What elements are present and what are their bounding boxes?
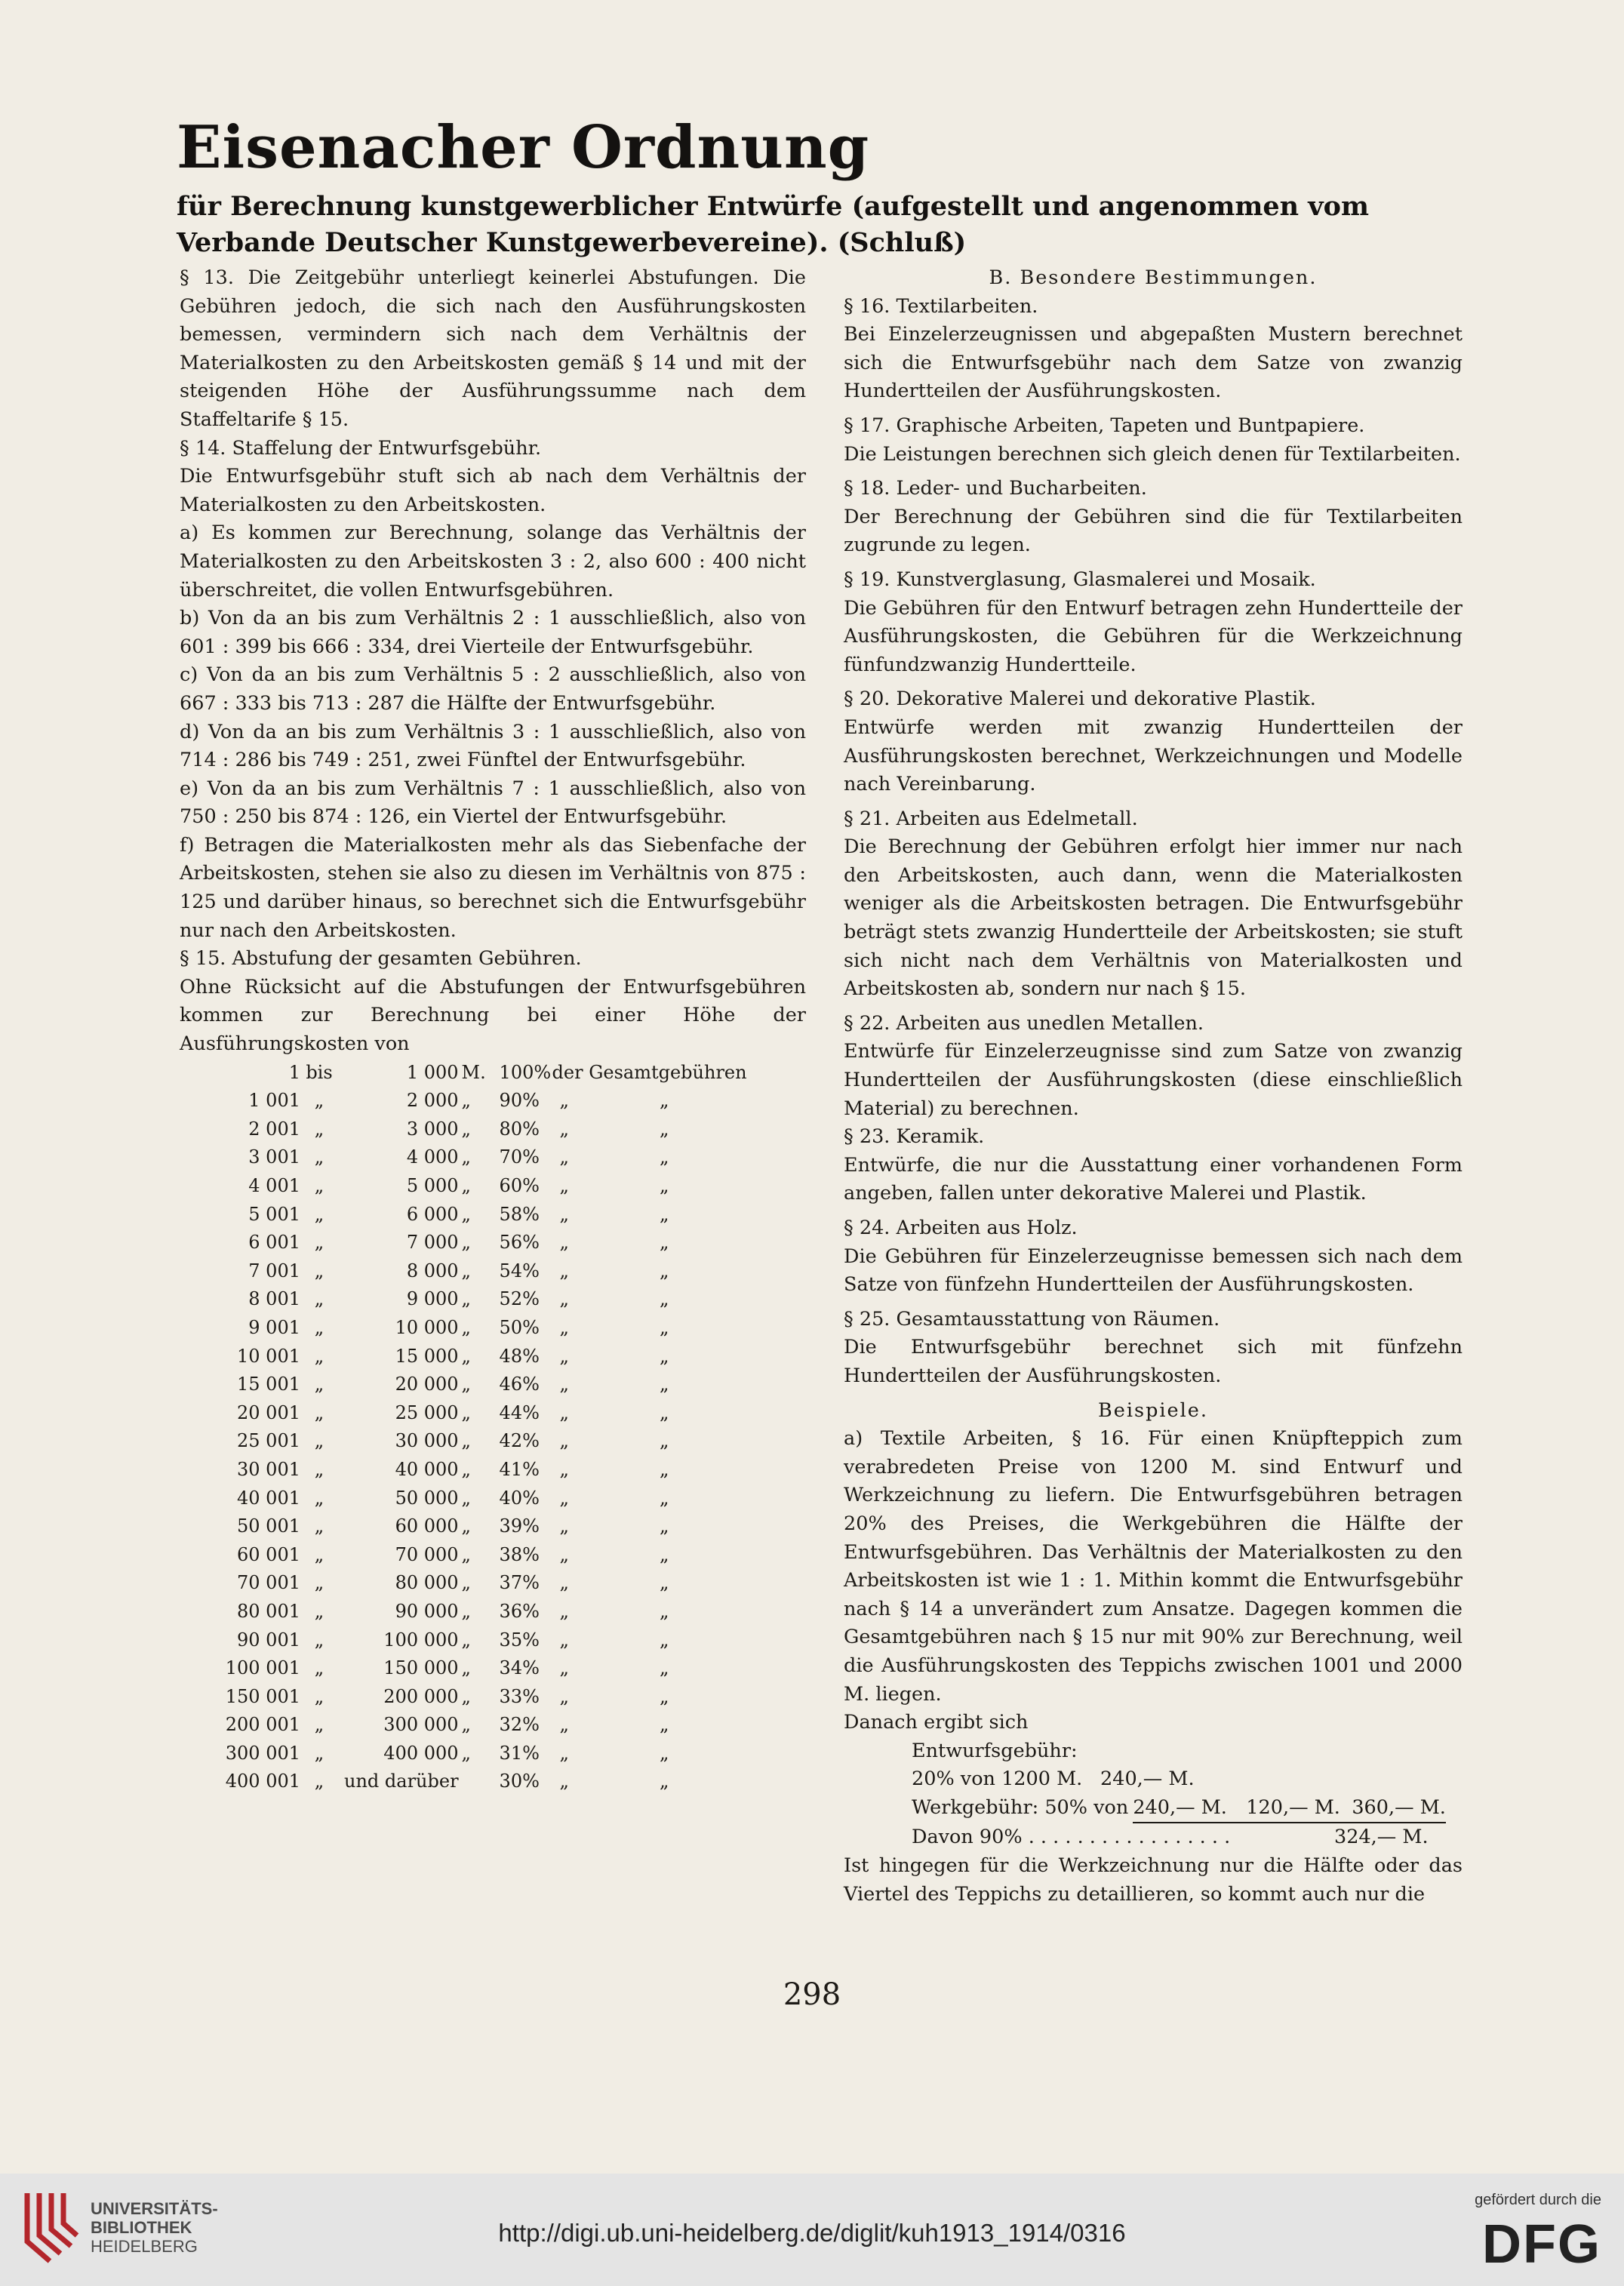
range-from: 6 001 xyxy=(248,1232,300,1254)
range-from: 200 001 xyxy=(225,1714,300,1736)
library-line-2: BIBLIOTHEK xyxy=(91,2218,192,2237)
ditto-marks: „ „ xyxy=(559,1629,669,1651)
range-from: 90 001 xyxy=(237,1629,300,1651)
ditto-mark: „ xyxy=(461,1203,471,1225)
table-row xyxy=(180,1711,747,1740)
closing-paragraph: Ist hingegen für die Werkzeichnung nur die Hälfte oder das Viertel des Teppichs zu detaillieren, so kommt auch nur die xyxy=(844,1854,1463,1906)
ditto-marks: „ „ xyxy=(559,1316,669,1338)
table-row xyxy=(180,1683,747,1712)
ditto-marks: „ „ xyxy=(559,1657,669,1679)
section-20-heading: § 20. Dekorative Malerei und dekorative Plastik. xyxy=(844,688,1316,711)
table-row xyxy=(180,1285,747,1314)
example-a: a) Textile Arbeiten, § 16. Für einen Knüpfteppich zum verabredeten Preise von 1200 M. sind Entwurf und Werkzeichnung zu liefern. Die Entwurfsgebühren betragen 20% des Preises, die Werkgebühren die Hälfte der Entwurfsgebühren. Das Verhältnis der Materialkosten zu den Arbeitskosten ist wie 1 : 1. Mithin kommt die Entwurfsgebühr nach § 14 a unverändert zum Ansatze. Dagegen kommen die Gesamtgebühren nach § 15 nur mit 90% zur Berechnung, weil die Ausführungskosten des Teppichs zwischen 1001 und 2000 M. liegen. xyxy=(844,1427,1463,1706)
range-from: 30 001 xyxy=(237,1458,300,1480)
page-subtitle: für Berechnung kunstgewerblicher Entwürfe (aufgestellt und angenommen vom Verbande Deutscher Kunstgewerbevereine). (Schluß) xyxy=(177,191,1370,258)
range-from: 20 001 xyxy=(237,1401,300,1423)
percentage: 41% xyxy=(499,1458,540,1480)
fee-table xyxy=(180,1059,747,1796)
table-row xyxy=(180,1768,747,1796)
section-b-heading: B. Besondere Bestimmungen. xyxy=(989,266,1318,289)
range-to: 70 000 xyxy=(395,1543,459,1565)
ditto-mark: „ xyxy=(314,1374,324,1395)
ditto-marks: „ „ xyxy=(559,1572,669,1594)
table-row xyxy=(180,1143,747,1172)
ditto-mark: „ xyxy=(314,1146,324,1168)
table-row xyxy=(180,1229,747,1257)
range-from: 1 xyxy=(288,1061,300,1083)
range-from: 2 001 xyxy=(248,1118,300,1140)
range-to: 4 000 xyxy=(406,1146,459,1168)
calc-werk-amount: 120,— M. xyxy=(1246,1795,1340,1819)
paragraph-14-e: e) Von da an bis zum Verhältnis 7 : 1 ausschließlich, also von 750 : 250 bis 874 : 126, ein Viertel der Entwurfsgebühr. xyxy=(180,777,806,829)
library-line-3: HEIDELBERG xyxy=(91,2237,198,2256)
percentage: 46% xyxy=(499,1374,540,1395)
table-row xyxy=(180,1541,747,1570)
ditto-marks: „ „ xyxy=(559,1175,669,1196)
range-to: 400 000 xyxy=(383,1742,459,1764)
ditto-marks: „ „ xyxy=(559,1714,669,1736)
ditto-mark: „ xyxy=(461,1374,471,1395)
percentage: 44% xyxy=(499,1401,540,1423)
section-24-heading: § 24. Arbeiten aus Holz. xyxy=(844,1217,1078,1239)
ditto-marks: „ „ xyxy=(559,1543,669,1565)
table-row xyxy=(180,1740,747,1768)
range-to: 10 000 xyxy=(395,1316,459,1338)
table-row xyxy=(180,1059,747,1088)
percentage: 38% xyxy=(499,1543,540,1565)
range-from: 3 001 xyxy=(248,1146,300,1168)
calc-werk-label: Werkgebühr: 50% von xyxy=(912,1795,1129,1819)
examples-heading: Beispiele. xyxy=(1098,1398,1208,1422)
ditto-mark: „ xyxy=(314,1714,324,1736)
range-from: 1 001 xyxy=(248,1090,300,1112)
range-to: 1 000 xyxy=(406,1061,459,1083)
percentage: 48% xyxy=(499,1345,540,1367)
percentage: 30% xyxy=(499,1771,540,1792)
calc-werk-basis: 240,— M. xyxy=(1133,1795,1227,1819)
range-from: 15 001 xyxy=(237,1374,300,1395)
paragraph-20: Entwürfe werden mit zwanzig Hundertteilen der Ausführungskosten berechnet, Werkzeichnungen und Modelle nach Vereinbarung. xyxy=(844,715,1463,796)
paragraph-14-c: c) Von da an bis zum Verhältnis 5 : 2 ausschließlich, also von 667 : 333 bis 713 : 287 die Hälfte der Entwurfsgebühr. xyxy=(180,663,806,715)
ditto-mark: „ xyxy=(314,1316,324,1338)
paragraph-23: Entwürfe, die nur die Ausstattung einer vorhandenen Form angeben, fallen unter dekorative Malerei und Plastik. xyxy=(844,1153,1463,1205)
paragraph-18: Der Berechnung der Gebühren sind die für Textilarbeiten zugrunde zu legen. xyxy=(844,505,1463,557)
ditto-marks: „ „ xyxy=(559,1685,669,1707)
range-from: 80 001 xyxy=(237,1600,300,1622)
ditto-mark: „ xyxy=(314,1175,324,1196)
ditto-mark: „ xyxy=(461,1487,471,1509)
range-from: 8 001 xyxy=(248,1288,300,1310)
percentage: 36% xyxy=(499,1600,540,1622)
ditto-mark: „ xyxy=(314,1232,324,1254)
table-row xyxy=(180,1598,747,1626)
table-row xyxy=(180,1201,747,1229)
section-25-heading: § 25. Gesamtausstattung von Räumen. xyxy=(844,1307,1220,1331)
ditto-marks: „ „ xyxy=(559,1146,669,1168)
range-from: 25 001 xyxy=(237,1430,300,1452)
paragraph-14-intro: Die Entwurfsgebühr stuft sich ab nach dem Verhältnis der Materialkosten zu den Arbeitskosten. xyxy=(180,465,806,516)
range-to: 60 000 xyxy=(395,1515,459,1537)
section-14-heading: § 14. Staffelung der Entwurfsgebühr. xyxy=(180,436,542,460)
paragraph-14-a: a) Es kommen zur Berechnung, solange das Verhältnis der Materialkosten zu den Arbeitskosten 3 : 2, also 600 : 400 nicht überschreitet, die vollen Entwurfsgebühren. xyxy=(180,522,806,601)
ditto-mark: „ xyxy=(314,1771,324,1792)
ditto-mark: „ xyxy=(461,1175,471,1196)
section-18-heading: § 18. Leder- und Bucharbeiten. xyxy=(844,477,1147,500)
table-row xyxy=(180,1626,747,1655)
section-22-heading: § 22. Arbeiten aus unedlen Metallen. xyxy=(844,1011,1204,1035)
ditto-mark: „ xyxy=(314,1118,324,1140)
table-row xyxy=(180,1115,747,1144)
paragraph-14-d: d) Von da an bis zum Verhältnis 3 : 1 ausschließlich, also von 714 : 286 bis 749 : 251, zwei Fünftel der Entwurfsgebühr. xyxy=(180,720,806,772)
ditto-marks: „ „ xyxy=(559,1260,669,1281)
ditto-mark: „ xyxy=(461,1572,471,1594)
calc-label-row xyxy=(912,1737,1463,1766)
calculation-intro: Danach ergibt sich xyxy=(844,1711,1029,1734)
paragraph-16: Bei Einzelerzeugnissen und abgepaßten Mustern berechnet sich die Entwurfsgebühr nach dem Satze von zwanzig Hundertteilen der Ausführungskosten. xyxy=(844,323,1463,403)
percentage: 42% xyxy=(499,1430,540,1452)
range-to: 50 000 xyxy=(395,1487,459,1509)
calc-basis: 20% von 1200 M. xyxy=(912,1768,1083,1791)
range-to: 100 000 xyxy=(383,1629,459,1651)
table-row xyxy=(180,1314,747,1343)
ditto-mark: „ xyxy=(314,1515,324,1537)
range-to: 200 000 xyxy=(383,1685,459,1707)
percentage: 90% xyxy=(499,1090,540,1112)
ditto-mark xyxy=(459,1768,500,1796)
table-row xyxy=(180,1456,747,1485)
ditto-mark: „ xyxy=(461,1515,471,1537)
ditto-mark: „ xyxy=(314,1260,324,1281)
paragraph-14-f: f) Betragen die Materialkosten mehr als das Siebenfache der Arbeitskosten, stehen sie also zu diesen im Verhältnis von 875 : 125 und darüber hinaus, so berechnet sich die Entwurfsgebühr nur nach den Arbeitskosten. xyxy=(180,833,806,942)
ditto-marks: „ „ xyxy=(559,1401,669,1423)
range-from: 150 001 xyxy=(225,1685,300,1707)
ditto-marks: „ „ xyxy=(559,1742,669,1764)
percentage: 80% xyxy=(499,1118,540,1140)
percentage: 33% xyxy=(499,1685,540,1707)
range-to: 5 000 xyxy=(406,1175,459,1196)
ditto-mark: „ xyxy=(314,1401,324,1423)
ditto-marks: „ „ xyxy=(559,1600,669,1622)
range-to: 25 000 xyxy=(395,1401,459,1423)
ditto-mark: „ xyxy=(314,1345,324,1367)
footer-bar xyxy=(0,2174,1624,2286)
ditto-mark: „ xyxy=(461,1629,471,1651)
ditto-mark: „ xyxy=(461,1685,471,1707)
table-row xyxy=(180,1512,747,1541)
range-from: 400 001 xyxy=(225,1771,300,1792)
calculation-block xyxy=(912,1737,1463,1852)
calc-total-amount: 360,— M. xyxy=(1352,1795,1446,1819)
library-line-1: UNIVERSITÄTS- xyxy=(91,2199,218,2218)
ditto-mark: „ xyxy=(314,1203,324,1225)
ditto-mark: „ xyxy=(461,1232,471,1254)
range-to: und darüber xyxy=(344,1771,459,1792)
table-row xyxy=(180,1485,747,1513)
ditto-marks: „ „ xyxy=(559,1203,669,1225)
range-to: 9 000 xyxy=(406,1288,459,1310)
right-column xyxy=(844,264,1463,1909)
percentage: 58% xyxy=(499,1203,540,1225)
section-15-heading: § 15. Abstufung der gesamten Gebühren. xyxy=(180,947,582,971)
ditto-mark: „ xyxy=(461,1288,471,1310)
funding-note: gefördert durch die xyxy=(1475,2192,1601,2208)
percentage: 39% xyxy=(499,1515,540,1537)
ditto-marks: „ „ xyxy=(559,1345,669,1367)
percentage: 100% xyxy=(499,1061,552,1083)
percentage: 35% xyxy=(499,1629,540,1651)
percentage: 32% xyxy=(499,1714,540,1736)
range-from: 5 001 xyxy=(248,1203,300,1225)
paragraph-13: § 13. Die Zeitgebühr unterliegt keinerlei Abstufungen. Die Gebühren jedoch, die sich nach den Ausführungskosten bemessen, vermindern sich nach dem Verhältnis der Materialkosten zu den Arbeitskosten gemäß § 14 und mit der steigenden Höhe der Ausführungssumme nach dem Staffeltarife § 15. xyxy=(180,266,806,431)
ditto-marks: „ „ xyxy=(559,1458,669,1480)
range-to: 20 000 xyxy=(395,1374,459,1395)
range-separator: bis xyxy=(306,1061,333,1083)
ditto-mark: „ xyxy=(314,1487,324,1509)
range-from: 50 001 xyxy=(237,1515,300,1537)
table-row xyxy=(180,1087,747,1115)
ditto-marks: „ „ xyxy=(559,1232,669,1254)
paragraph-15-intro: Ohne Rücksicht auf die Abstufungen der Entwurfsgebühren kommen zur Berechnung bei einer Höhe der Ausführungskosten von xyxy=(180,975,806,1056)
range-to: 40 000 xyxy=(395,1458,459,1480)
ditto-marks: „ „ xyxy=(559,1430,669,1452)
calc-label: Entwurfsgebühr: xyxy=(912,1739,1078,1762)
table-row xyxy=(180,1371,747,1399)
table-row xyxy=(180,1427,747,1456)
ditto-marks: „ „ xyxy=(559,1090,669,1112)
ditto-mark: „ xyxy=(314,1090,324,1112)
table-row xyxy=(180,1654,747,1683)
calc-row-2 xyxy=(912,1794,1463,1824)
ditto-mark: „ xyxy=(314,1742,324,1764)
ditto-mark: „ xyxy=(461,1345,471,1367)
range-from: 300 001 xyxy=(225,1742,300,1764)
ditto-mark: „ xyxy=(314,1458,324,1480)
range-to: 3 000 xyxy=(406,1118,459,1140)
ditto-mark: „ xyxy=(314,1572,324,1594)
calc-row-3 xyxy=(912,1823,1463,1852)
ditto-mark: „ xyxy=(461,1657,471,1679)
range-to: 2 000 xyxy=(406,1090,459,1112)
section-16-heading: § 16. Textilarbeiten. xyxy=(844,294,1038,318)
percentage: 70% xyxy=(499,1146,540,1168)
percentage: 50% xyxy=(499,1316,540,1338)
ditto-mark: „ xyxy=(461,1600,471,1622)
paragraph-17: Die Leistungen berechnen sich gleich denen für Textilarbeiten. xyxy=(844,442,1461,466)
percentage: 60% xyxy=(499,1175,540,1196)
ditto-mark: „ xyxy=(461,1458,471,1480)
ditto-mark: „ xyxy=(314,1657,324,1679)
section-19-heading: § 19. Kunstverglasung, Glasmalerei und Mosaik. xyxy=(844,568,1316,591)
ditto-marks: „ „ xyxy=(559,1487,669,1509)
percentage: 40% xyxy=(499,1487,540,1509)
ditto-mark: „ xyxy=(461,1316,471,1338)
ditto-mark: „ xyxy=(461,1260,471,1281)
ditto-marks: „ „ xyxy=(559,1515,669,1537)
range-from: 10 001 xyxy=(237,1345,300,1367)
section-23-heading: § 23. Keramik. xyxy=(844,1125,985,1149)
paragraph-24: Die Gebühren für Einzelerzeugnisse bemessen sich nach dem Satze von fünfzehn Hundertteilen der Ausführungskosten. xyxy=(844,1245,1463,1297)
dfg-logo: DFG xyxy=(1482,2214,1601,2275)
paragraph-14-b: b) Von da an bis zum Verhältnis 2 : 1 ausschließlich, also von 601 : 399 bis 666 : 334, drei Vierteile der Entwurfsgebühr. xyxy=(180,607,806,658)
percentage: 34% xyxy=(499,1657,540,1679)
ditto-mark: „ xyxy=(461,1118,471,1140)
ditto-marks: „ „ xyxy=(559,1771,669,1792)
ditto-mark: „ xyxy=(314,1629,324,1651)
range-from: 100 001 xyxy=(225,1657,300,1679)
ditto-mark: „ xyxy=(461,1090,471,1112)
range-to: 300 000 xyxy=(383,1714,459,1736)
percentage: 56% xyxy=(499,1232,540,1254)
range-to: 30 000 xyxy=(395,1430,459,1452)
range-to: 7 000 xyxy=(406,1232,459,1254)
source-url-link[interactable]: http://digi.ub.uni-heidelberg.de/diglit/kuh1913_1914/0316 xyxy=(498,2219,1126,2247)
ditto-mark: „ xyxy=(314,1685,324,1707)
table-note: der Gesamtgebühren xyxy=(552,1061,747,1083)
section-17-heading: § 17. Graphische Arbeiten, Tapeten und Buntpapiere. xyxy=(844,414,1365,437)
ditto-mark: „ xyxy=(461,1543,471,1565)
table-row xyxy=(180,1172,747,1201)
percentage: 37% xyxy=(499,1572,540,1594)
table-row xyxy=(180,1257,747,1286)
table-row xyxy=(180,1343,747,1371)
calc-entwurf-amount: 240,— M. xyxy=(1100,1768,1195,1791)
ditto-mark: „ xyxy=(314,1600,324,1622)
unit: M. xyxy=(461,1061,486,1083)
section-21-heading: § 21. Arbeiten aus Edelmetall. xyxy=(844,807,1138,830)
ditto-marks: „ „ xyxy=(559,1118,669,1140)
page-title: Eisenacher Ordnung xyxy=(177,113,870,182)
table-row xyxy=(180,1569,747,1598)
ditto-marks: „ „ xyxy=(559,1374,669,1395)
ditto-mark: „ xyxy=(461,1430,471,1452)
range-from: 9 001 xyxy=(248,1316,300,1338)
range-to: 80 000 xyxy=(395,1572,459,1594)
range-to: 8 000 xyxy=(406,1260,459,1281)
paragraph-21: Die Berechnung der Gebühren erfolgt hier immer nur nach den Arbeitskosten, auch dann, wenn die Materialkosten weniger als die Arbeitskosten betragen. Die Entwurfsgebühr beträgt stets zwanzig Hundertteile der Arbeitskosten; sie stuft sich nicht nach dem Verhältnis von Materialkosten und Arbeitskosten ab, sondern nur nach § 15. xyxy=(844,835,1463,1001)
left-column xyxy=(180,264,806,1796)
calc-reduction: Davon 90% . . . . . . . . . . . . . . . . . xyxy=(912,1826,1231,1849)
paragraph-22: Entwürfe für Einzelerzeugnisse sind zum Satze von zwanzig Hundertteilen der Ausführungskosten (diese einschließlich Material) zu berechnen. xyxy=(844,1040,1463,1120)
ditto-mark: „ xyxy=(461,1742,471,1764)
range-to: 90 000 xyxy=(395,1600,459,1622)
paragraph-25: Die Entwurfsgebühr berechnet sich mit fünfzehn Hundertteilen der Ausführungskosten. xyxy=(844,1336,1463,1387)
ditto-mark: „ xyxy=(461,1146,471,1168)
paragraph-19: Die Gebühren für den Entwurf betragen zehn Hundertteile der Ausführungskosten, die Gebühren für die Werkzeichnung fünfundzwanzig Hundertteile. xyxy=(844,596,1463,676)
ditto-mark: „ xyxy=(314,1543,324,1565)
ditto-marks: „ „ xyxy=(559,1288,669,1310)
percentage: 54% xyxy=(499,1260,540,1281)
range-from: 40 001 xyxy=(237,1487,300,1509)
calc-row-1 xyxy=(912,1765,1463,1794)
page-number: 298 xyxy=(783,1977,841,2012)
calc-final-amount: 324,— M. xyxy=(1334,1826,1429,1849)
percentage: 31% xyxy=(499,1742,540,1764)
ditto-mark: „ xyxy=(461,1401,471,1423)
range-to: 150 000 xyxy=(383,1657,459,1679)
range-to: 6 000 xyxy=(406,1203,459,1225)
range-from: 7 001 xyxy=(248,1260,300,1281)
calc-underlined-sum xyxy=(1133,1794,1446,1824)
ditto-mark: „ xyxy=(314,1430,324,1452)
table-row xyxy=(180,1399,747,1428)
ditto-mark: „ xyxy=(461,1714,471,1736)
range-from: 4 001 xyxy=(248,1175,300,1196)
ditto-mark: „ xyxy=(314,1288,324,1310)
percentage: 52% xyxy=(499,1288,540,1310)
range-from: 70 001 xyxy=(237,1572,300,1594)
range-from: 60 001 xyxy=(237,1543,300,1565)
range-to: 15 000 xyxy=(395,1345,459,1367)
